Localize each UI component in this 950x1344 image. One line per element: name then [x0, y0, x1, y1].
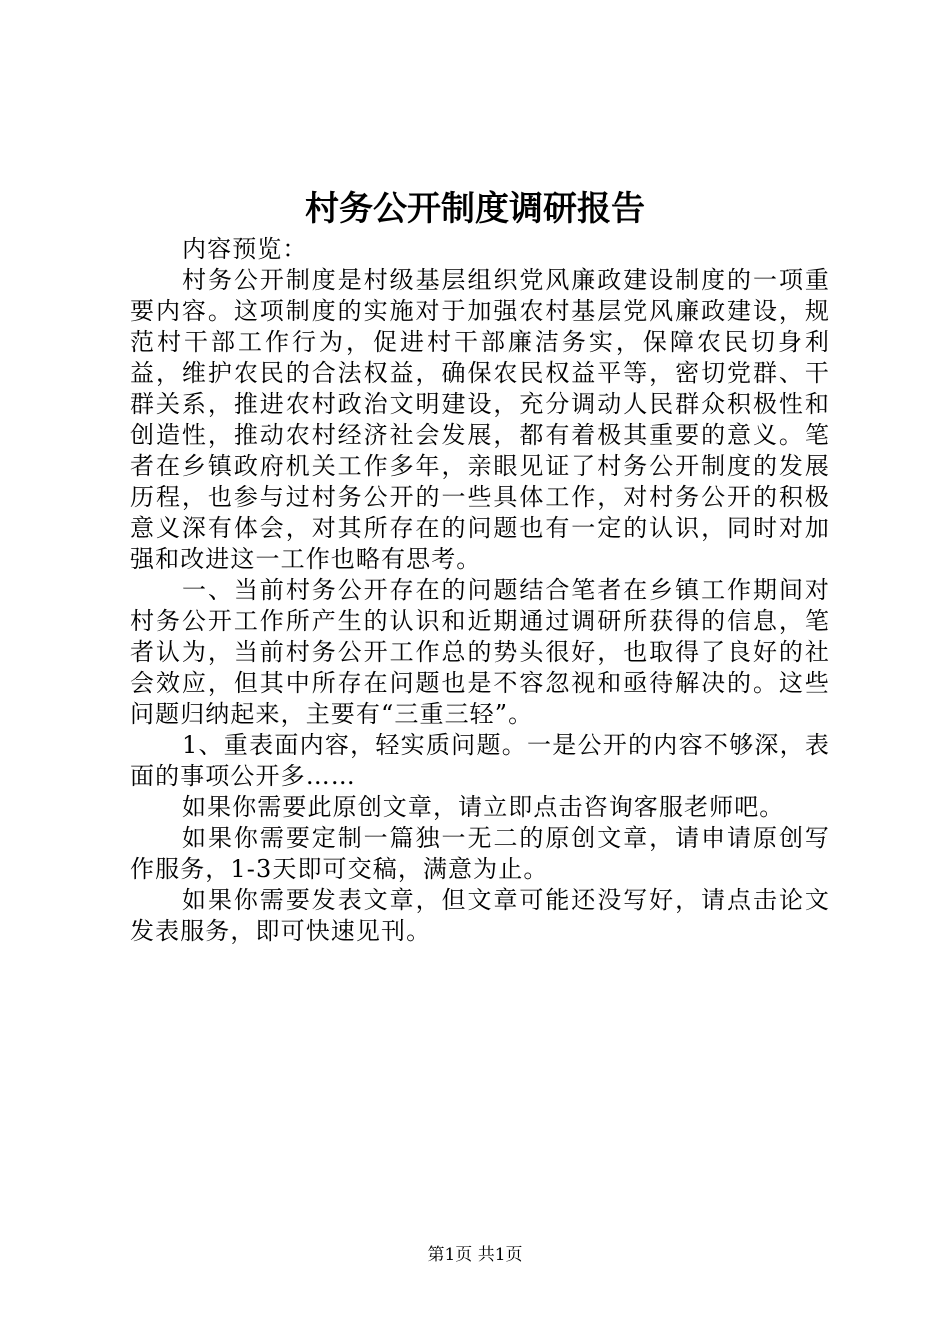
paragraph-point-one: 1、重表面内容，轻实质问题。一是公开的内容不够深，表面的事项公开多…… [130, 731, 830, 790]
paragraph-problems: 一、当前村务公开存在的问题结合笔者在乡镇工作期间对村务公开工作所产生的认识和近期通过调研所获得的信息，笔者认为，当前村务公开工作总的势头很好，也取得了良好的社会效应，但其中所存在问题也是不容忽视和亟待解决的。这些问题归纳起来，主要有“三重三轻”。 [130, 576, 830, 728]
preview-label: 内容预览： [182, 235, 308, 263]
page-footer: 第1页 共1页 [427, 1245, 523, 1265]
document-body [130, 234, 830, 947]
document-title: 村务公开制度调研报告 [305, 189, 645, 229]
paragraph-custom-writing: 如果你需要定制一篇独一无二的原创文章，请申请原创写作服务，1-3天即可交稿，满意为止。 [130, 824, 830, 883]
paragraph-intro: 村务公开制度是村级基层组织党风廉政建设制度的一项重要内容。这项制度的实施对于加强农村基层党风廉政建设，规范村干部工作行为，促进村干部廉洁务实，保障农民切身利益，维护农民的合法权益，确保农民权益平等，密切党群、干群关系，推进农村政治文明建设，充分调动人民群众积极性和创造性，推动农村经济社会发展，都有着极其重要的意义。笔者在乡镇政府机关工作多年，亲眼见证了村务公开制度的发展历程，也参与过村务公开的一些具体工作，对村务公开的积极意义深有体会，对其所存在的问题也有一定的认识，同时对加强和改进这一工作也略有思考。 [130, 266, 830, 573]
paragraph-consult: 如果你需要此原创文章，请立即点击咨询客服老师吧。 [182, 793, 785, 821]
paragraph-publishing: 如果你需要发表文章，但文章可能还没写好，请点击论文发表服务，即可快速见刊。 [130, 886, 830, 945]
